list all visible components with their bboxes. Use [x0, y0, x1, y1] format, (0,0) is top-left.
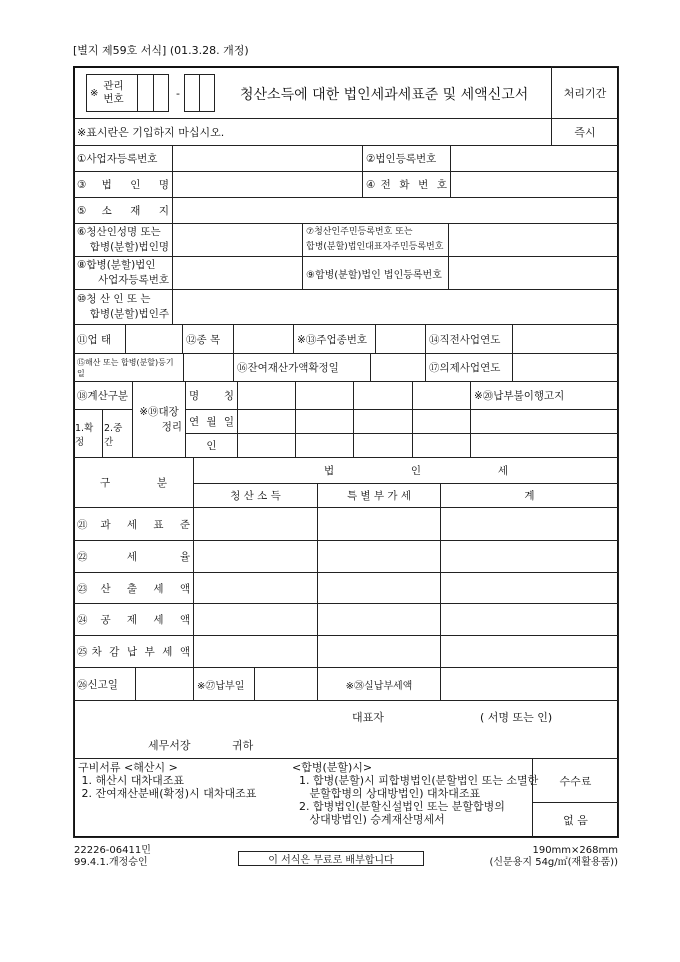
label-line: ⑦청산인주민등록번호 또는 — [306, 227, 413, 237]
doc-item: 2. 잔여재산분배(확정)시 대차대조표 — [81, 787, 257, 800]
size: 190mm×268mm — [532, 845, 618, 856]
label-business-type: ⑪업 태 — [73, 324, 126, 354]
mgmt-cell — [153, 74, 169, 112]
ledger-cell[interactable] — [353, 433, 413, 458]
label-line: 합병(분할)법인명 — [89, 241, 169, 253]
representative-label: 대표자 — [352, 711, 384, 724]
approval: 99.4.1.개정승인 — [74, 857, 148, 868]
label-merged-corp-reg: ⑨합병(분할)법인 법인등록번호 — [302, 256, 449, 290]
prev-year-field[interactable] — [512, 324, 619, 354]
ledger-cell[interactable] — [295, 433, 354, 458]
col-liquidation-income: 청 산 소 득 — [193, 483, 318, 508]
nonpayment-field[interactable] — [470, 409, 619, 434]
label-actual-payment: ※㉘실납부세액 — [317, 667, 441, 701]
label-item: ⑫종 목 — [182, 324, 234, 354]
liquidator-id-field[interactable] — [448, 223, 619, 257]
label-corp-name — [73, 171, 173, 198]
deemed-year-field[interactable] — [512, 353, 619, 382]
label-text: ㉔공 제 세 액 — [77, 614, 190, 626]
tax-amount-field[interactable] — [193, 635, 318, 668]
doc-item: 2. 합병법인(분할신설법인 또는 분할합병의 — [299, 800, 505, 813]
tax-amount-field[interactable] — [317, 572, 441, 604]
docs-title: 구비서류 <해산시 > — [78, 761, 178, 774]
ledger-cell[interactable] — [295, 381, 354, 410]
tax-amount-field[interactable] — [193, 507, 318, 541]
label-line: ⑩청 산 인 또 는 — [77, 293, 151, 305]
label-text: ㉒세 율 — [77, 551, 190, 563]
signature-field[interactable]: ( 서명 또는 인) — [480, 711, 553, 724]
label-text: ⑤소 재 지 — [77, 205, 169, 217]
label-text: ㉕차 감 납 부 세 액 — [77, 646, 190, 658]
mgmt-label — [103, 80, 123, 106]
label-line: ※⑲대장 — [139, 405, 179, 418]
free-distribution-notice: 이 서식은 무료로 배부합니다 — [238, 851, 424, 866]
label-liquidator-address — [73, 289, 173, 325]
nonpayment-field[interactable] — [470, 433, 619, 458]
label-text: 연 월 일 — [189, 416, 234, 428]
corp-name-field[interactable] — [172, 171, 363, 198]
tax-amount-field[interactable] — [193, 540, 318, 573]
residual-date-field[interactable] — [370, 353, 426, 382]
label-text: ④전 화 번 호 — [366, 179, 447, 191]
tax-amount-field[interactable] — [317, 635, 441, 668]
fee-label: 수수료 — [532, 758, 619, 803]
col-category — [73, 457, 194, 508]
mgmt-cell — [137, 74, 154, 112]
paper: (신문용지 54g/㎡(재활용품)) — [489, 857, 618, 868]
label-business-reg: ①사업자등록번호 — [73, 145, 173, 172]
phone-field[interactable] — [450, 171, 619, 198]
label-line: ⑥청산인성명 또는 — [77, 226, 161, 238]
form-title: 청산소득에 대한 법인세과세표준 및 세액신고서 — [240, 87, 529, 103]
label-liquidator-id — [302, 223, 449, 257]
tax-amount-field[interactable] — [193, 603, 318, 636]
col-special-surtax: 특 별 부 가 세 — [317, 483, 441, 508]
period-value: 즉시 — [551, 118, 619, 146]
tax-office-label: 세무서장 — [148, 739, 191, 752]
business-type-field[interactable] — [125, 324, 183, 354]
label-line: ⑧합병(분할)법인 — [77, 259, 156, 271]
label-ledger-name — [185, 381, 238, 410]
label-text: 명 칭 — [189, 390, 234, 402]
form-code — [74, 845, 151, 869]
tax-row-label — [73, 507, 194, 541]
dissolution-date-field[interactable] — [183, 353, 234, 382]
label-text: ③법 인 명 — [77, 179, 169, 191]
doc-item: 상대방법인) 승계재산명세서 — [309, 813, 445, 826]
label-merged-business-reg — [73, 256, 173, 290]
label-ledger-seal: 인 — [185, 433, 238, 458]
label-text: ㉑과 세 표 준 — [77, 518, 190, 531]
merged-business-reg-field[interactable] — [172, 256, 303, 290]
tax-amount-field[interactable] — [317, 540, 441, 573]
merger-docs — [292, 761, 538, 826]
notice: ※표시란은 기입하지 마십시오. — [73, 118, 552, 146]
ledger-cell[interactable] — [237, 381, 296, 410]
mark: ※ — [90, 87, 99, 99]
label-nonpayment-notice: ※⑳납부불이행고지 — [470, 381, 619, 410]
label-line: 합병(분할)법인주 — [89, 308, 169, 320]
mgmt-cell — [199, 74, 215, 112]
label-payment-date: ※㉗납부일 — [193, 667, 255, 701]
mgmt-label-1: 관리 — [103, 80, 124, 92]
dissolution-docs — [78, 761, 256, 800]
label-ledger — [132, 381, 186, 458]
form-reference: [별지 제59호 서식] (01.3.28. 개정) — [73, 44, 249, 57]
label-calc-type: ⑱계산구분 — [73, 381, 133, 410]
tax-amount-field[interactable] — [440, 572, 619, 604]
merged-corp-reg-field[interactable] — [448, 256, 619, 290]
honorific: 귀하 — [232, 739, 254, 752]
col-total: 계 — [440, 483, 619, 508]
label-line: 합병(분할)법인대표자주민등록번호 — [306, 242, 444, 252]
tax-row-label — [73, 572, 194, 604]
doc-item: 1. 해산시 대차대조표 — [81, 774, 184, 787]
business-reg-field[interactable] — [172, 145, 363, 172]
item-field[interactable] — [233, 324, 294, 354]
period-label: 처리기간 — [551, 66, 619, 119]
tax-amount-field[interactable] — [440, 540, 619, 573]
mgmt-cell — [184, 74, 200, 112]
actual-payment-field[interactable] — [440, 667, 619, 701]
corp-reg-field[interactable] — [450, 145, 619, 172]
label-ledger-date — [185, 409, 238, 434]
label-line: 사업자등록번호 — [97, 274, 169, 286]
label-filing-date: ㉖신고일 — [73, 667, 136, 701]
label-phone — [362, 171, 451, 198]
label-prev-year: ⑭직전사업연도 — [425, 324, 513, 354]
col-corporate-tax — [193, 457, 619, 484]
tax-amount-field[interactable] — [440, 507, 619, 541]
ledger-cell[interactable] — [237, 433, 296, 458]
tax-amount-field[interactable] — [440, 635, 619, 668]
tax-amount-field[interactable] — [317, 507, 441, 541]
label-text: ㉓산 출 세 액 — [77, 582, 190, 595]
ledger-cell[interactable] — [412, 409, 471, 434]
mgmt-number-label — [86, 74, 138, 112]
industry-code-field[interactable] — [375, 324, 426, 354]
liquidator-name-field[interactable] — [172, 223, 303, 257]
mgmt-label-2: 번호 — [103, 93, 124, 105]
paper-spec — [489, 845, 618, 869]
calc-type-interim[interactable]: 2.중간 — [102, 409, 133, 458]
address-field[interactable] — [172, 197, 619, 224]
tax-row-label — [73, 540, 194, 573]
ledger-cell[interactable] — [412, 381, 471, 410]
label-address — [73, 197, 173, 224]
label-text: 법 인 세 — [324, 465, 508, 477]
tax-row-label — [73, 635, 194, 668]
tax-amount-field[interactable] — [440, 603, 619, 636]
calc-type-final[interactable]: 1.확정 — [73, 409, 103, 458]
doc-item: 1. 합병(분할)시 피합병법인(분할법인 또는 소멸한 — [299, 774, 539, 787]
tax-row-label — [73, 603, 194, 636]
label-deemed-year: ⑰의제사업연도 — [425, 353, 513, 382]
liquidator-address-field[interactable] — [172, 289, 619, 325]
filing-date-field[interactable] — [135, 667, 194, 701]
tax-amount-field[interactable] — [317, 603, 441, 636]
doc-item: 분할합병의 상대방법인) 대차대조표 — [309, 787, 481, 800]
payment-date-field[interactable] — [254, 667, 318, 701]
tax-amount-field[interactable] — [193, 572, 318, 604]
ledger-cell[interactable] — [353, 409, 413, 434]
ledger-cell[interactable] — [295, 409, 354, 434]
label-residual-date: ⑯잔여재산가액확정일 — [233, 353, 371, 382]
ledger-cell[interactable] — [353, 381, 413, 410]
label-text: 구 분 — [100, 477, 167, 489]
docs-title: <합병(분할)시> — [292, 761, 373, 774]
label-industry-code: ※⑬주업종번호 — [293, 324, 376, 354]
ledger-cell[interactable] — [237, 409, 296, 434]
ledger-cell[interactable] — [412, 433, 471, 458]
label-corp-reg: ②법인등록번호 — [362, 145, 451, 172]
label-line: 정리 — [161, 420, 182, 433]
dash: - — [176, 87, 180, 100]
label-dissolution-date: ⑮해산 또는 합병(분할)등기일 — [73, 353, 184, 382]
label-liquidator-name — [73, 223, 173, 257]
fee-value: 없 음 — [532, 802, 619, 838]
code: 22226-06411민 — [74, 845, 151, 856]
